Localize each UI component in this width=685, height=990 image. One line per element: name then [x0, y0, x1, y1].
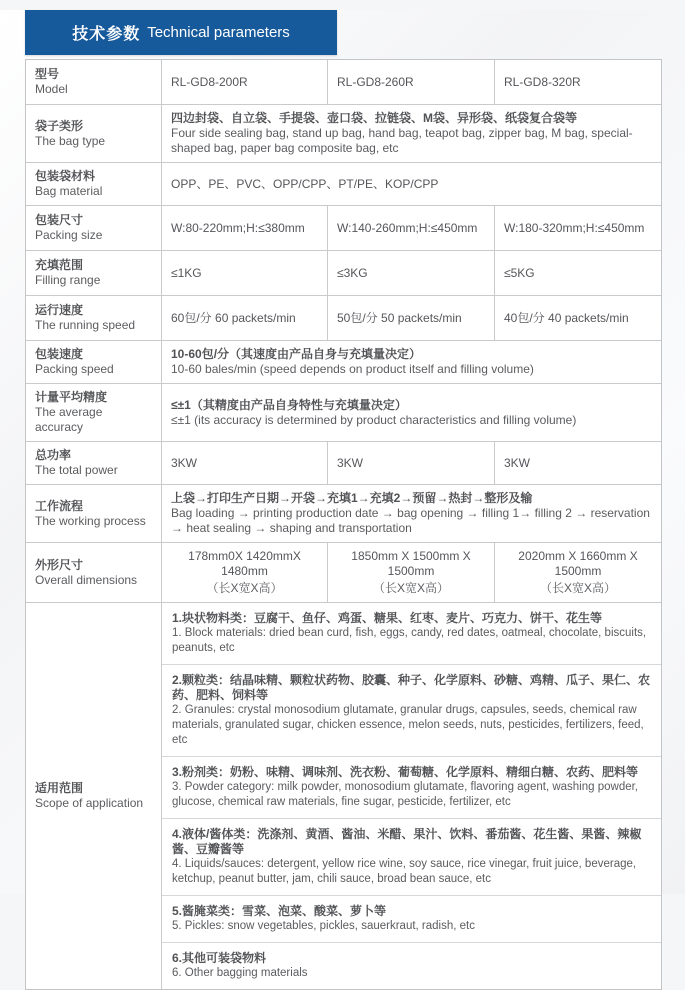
table-row-packing-size: [26, 205, 661, 250]
overall-dimensions-cell-2: [327, 543, 494, 602]
row-label-cn: 计量平均精度: [35, 390, 108, 404]
row-label-en: The average accuracy: [35, 405, 103, 434]
page-title-cn: 技术参数: [72, 26, 141, 43]
filling-range-cell-2: ≤3KG: [327, 251, 494, 295]
row-label-model: [26, 60, 161, 104]
row-label-en: Scope of application: [35, 796, 144, 810]
table-row-overall-dimensions: [26, 542, 661, 602]
row-label-en: Packing speed: [35, 362, 114, 376]
average-accuracy-value-en: ≤±1 (its accuracy is determined by product characteristics and filling volume): [171, 412, 577, 427]
row-label-overall-dimensions: [26, 543, 161, 602]
row-label-en: Overall dimensions: [35, 572, 138, 587]
average-accuracy-value-cn: ≤±1（其精度由产品自身特性与充填量决定）: [171, 397, 407, 412]
scope-section-granules: [162, 664, 661, 756]
scope-section-cn: 5.酱腌菜类：雪菜、泡菜、酸菜、萝卜等: [172, 904, 387, 918]
packing-speed-value-cn: 10-60包/分（其速度由产品自身与充填量决定）: [171, 347, 422, 361]
table-row-filling-range: [26, 250, 661, 295]
row-label-filling-range: [26, 251, 161, 295]
section-title-banner: [25, 10, 337, 55]
row-label-cn: 包装速度: [35, 347, 84, 361]
scope-section-cn: 1.块状物料类：豆腐干、鱼仔、鸡蛋、糖果、红枣、麦片、巧克力、饼干、花生等: [172, 611, 603, 625]
table-row-packing-speed: [26, 340, 661, 383]
scope-section-block-materials: [162, 603, 661, 664]
average-accuracy-value-cell: [161, 384, 661, 441]
dimension-note: （长X宽X高）: [372, 581, 449, 595]
table-row-bag-material: [26, 162, 661, 205]
scope-section-powder: [162, 756, 661, 818]
row-label-scope: [26, 603, 161, 989]
scope-section-pickles: [162, 895, 661, 942]
row-label-en: Packing size: [35, 228, 103, 242]
row-label-en: The working process: [35, 513, 146, 528]
table-row-model: [26, 60, 661, 104]
row-label-cn: 总功率: [35, 448, 72, 462]
row-label-bag-type: [26, 105, 161, 162]
table-row-average-accuracy: [26, 383, 661, 441]
bag-type-value-cell: [161, 105, 661, 162]
packing-size-cell-2: W:140-260mm;H:≤450mm: [327, 206, 494, 250]
row-label-en: Model: [35, 82, 68, 96]
table-row-running-speed: [26, 295, 661, 340]
row-label-cn: 包装袋材料: [35, 169, 96, 183]
dimension-note: （长X宽X高）: [539, 581, 616, 595]
row-label-bag-material: [26, 163, 161, 205]
scope-section-cn: 6.其他可装袋物料: [172, 951, 267, 965]
row-label-en: The total power: [35, 463, 118, 477]
page-title-en: Technical parameters: [147, 24, 290, 41]
row-label-cn: 适用范围: [35, 781, 84, 795]
scope-section-liquids-sauces: [162, 818, 661, 895]
scope-section-cn: 3.粉剂类：奶粉、味精、调味剂、洗衣粉、葡萄糖、化学原料、精细白糖、农药、肥料等: [172, 765, 639, 779]
working-process-value-cn: 上袋→打印生产日期→开袋→充填1→充填2→预留→热封→整形及输: [171, 491, 533, 505]
running-speed-cell-3: 40包/分 40 packets/min: [494, 296, 661, 340]
table-row-bag-type: [26, 104, 661, 162]
row-label-cn: 包装尺寸: [35, 213, 84, 227]
dimension-note: （长X宽X高）: [206, 581, 283, 595]
filling-range-cell-1: ≤1KG: [161, 251, 327, 295]
packing-size-cell-1: W:80-220mm;H:≤380mm: [161, 206, 327, 250]
packing-speed-value-en: 10-60 bales/min (speed depends on product itself and filling volume): [171, 362, 534, 376]
total-power-cell-3: 3KW: [494, 442, 661, 484]
packing-size-cell-3: W:180-320mm;H:≤450mm: [494, 206, 661, 250]
scope-sections: [161, 603, 661, 989]
row-label-cn: 型号: [35, 67, 60, 81]
model-200r-cell: RL-GD8-200R: [161, 60, 327, 104]
working-process-value-cell: [161, 485, 661, 542]
table-row-scope-of-application: [26, 602, 661, 989]
technical-parameters-page: [0, 10, 685, 979]
model-260r-cell: RL-GD8-260R: [327, 60, 494, 104]
scope-section-en: 1. Block materials: dried bean curd, fish, eggs, candy, red dates, oatmeal, chocolate, biscuits, peanuts, etc: [172, 627, 647, 654]
row-label-cn: 运行速度: [35, 303, 84, 317]
row-label-working-process: [26, 485, 161, 542]
packing-speed-value-cell: [161, 341, 661, 383]
total-power-cell-1: 3KW: [161, 442, 327, 484]
technical-parameters-table: [25, 59, 662, 990]
overall-dimensions-cell-1: [161, 543, 327, 602]
bag-type-value-en: Four side sealing bag, stand up bag, hand bag, teapot bag, zipper bag, M bag, special-shaped bag, paper bag composite bag, etc: [171, 126, 633, 155]
row-label-cn: 工作流程: [35, 498, 84, 513]
scope-section-en: 3. Powder category: milk powder, monosodium glutamate, flavoring agent, washing powder, glucose, chemical raw materials, fine sugar, pesticide, fertilizer, etc: [172, 781, 639, 808]
scope-section-en: 5. Pickles: snow vegetables, pickles, sauerkraut, radish, etc: [172, 920, 475, 932]
scope-section-other: [162, 942, 661, 989]
scope-section-cn: 2.颗粒类：结晶味精、颗粒状药物、胶囊、种子、化学原料、砂糖、鸡精、瓜子、果仁、农药、肥料、饲料等: [172, 673, 651, 702]
filling-range-cell-3: ≤5KG: [494, 251, 661, 295]
dimension-value: 2020mm X 1660mm X 1500mm: [518, 549, 638, 578]
row-label-cn: 充填范围: [35, 258, 84, 272]
dimension-value: 1850mm X 1500mm X 1500mm: [351, 549, 471, 578]
running-speed-cell-1: 60包/分 60 packets/min: [161, 296, 327, 340]
row-label-en: The running speed: [35, 318, 136, 332]
row-label-en: Filling range: [35, 273, 101, 287]
model-320r-cell: RL-GD8-320R: [494, 60, 661, 104]
dimension-value: 178mm0X 1420mmX 1480mm: [188, 549, 301, 578]
table-row-working-process: [26, 484, 661, 542]
row-label-cn: 外形尺寸: [35, 557, 84, 572]
overall-dimensions-cell-3: [494, 543, 661, 602]
row-label-average-accuracy: [26, 384, 161, 441]
row-label-running-speed: [26, 296, 161, 340]
scope-section-cn: 4.液体/酱体类：洗涤剂、黄酒、酱油、米醋、果汁、饮料、番茄酱、花生酱、果酱、辣椒酱、豆瓣酱等: [172, 827, 642, 856]
row-label-en: The bag type: [35, 133, 106, 148]
row-label-en: Bag material: [35, 184, 103, 198]
row-label-packing-speed: [26, 341, 161, 383]
bag-type-value-cn: 四边封袋、自立袋、手提袋、壶口袋、拉链袋、M袋、异形袋、纸袋复合袋等: [171, 111, 577, 125]
scope-section-en: 2. Granules: crystal monosodium glutamate, granular drugs, capsules, seeds, chemical raw materials, granulated sugar, chicken essence, melon seeds, nuts, pesticides, fertilizers, feed, etc: [172, 704, 644, 746]
running-speed-cell-2: 50包/分 50 packets/min: [327, 296, 494, 340]
row-label-packing-size: [26, 206, 161, 250]
table-row-total-power: [26, 441, 661, 484]
scope-section-en: 4. Liquids/sauces: detergent, yellow rice wine, soy sauce, rice vinegar, fruit juice, beverage, ketchup, peanut butter, jam, chili sauce, broad bean sauce, etc: [172, 858, 637, 885]
total-power-cell-2: 3KW: [327, 442, 494, 484]
working-process-value-en: Bag loading → printing production date → bag opening → filling 1→ filling 2 → reservation → heat sealing → shaping and transportation: [171, 506, 650, 535]
row-label-total-power: [26, 442, 161, 484]
bag-material-value-cell: OPP、PE、PVC、OPP/CPP、PT/PE、KOP/CPP: [161, 163, 661, 205]
scope-section-en: 6. Other bagging materials: [172, 967, 308, 979]
row-label-cn: 袋子类形: [35, 118, 84, 133]
